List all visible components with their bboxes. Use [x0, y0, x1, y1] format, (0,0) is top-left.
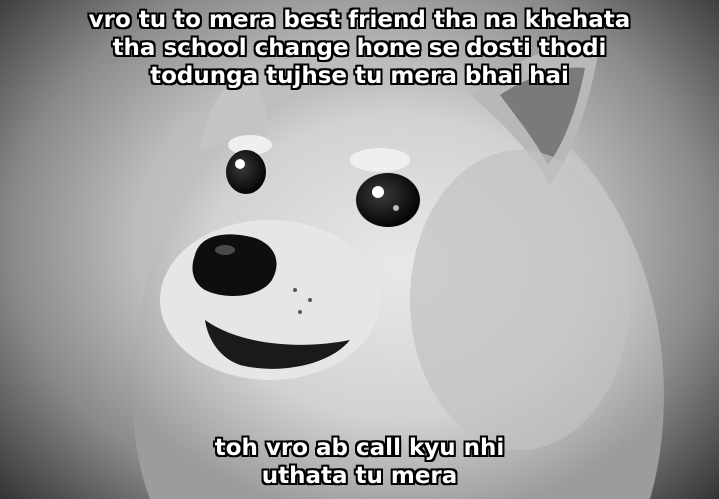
- top-caption-line-1: vro tu to mera best friend tha na khehata: [88, 7, 631, 33]
- bottom-caption-line-1: toh vro ab call kyu nhi: [214, 435, 505, 461]
- top-caption-line-3: todunga tujhse tu mera bhai hai: [150, 63, 569, 89]
- top-caption-line-2: tha school change hone se dosti thodi: [112, 35, 607, 61]
- bottom-caption: [0, 434, 719, 490]
- bottom-caption-line-2: uthata tu mera: [261, 463, 458, 489]
- top-caption: [0, 6, 719, 90]
